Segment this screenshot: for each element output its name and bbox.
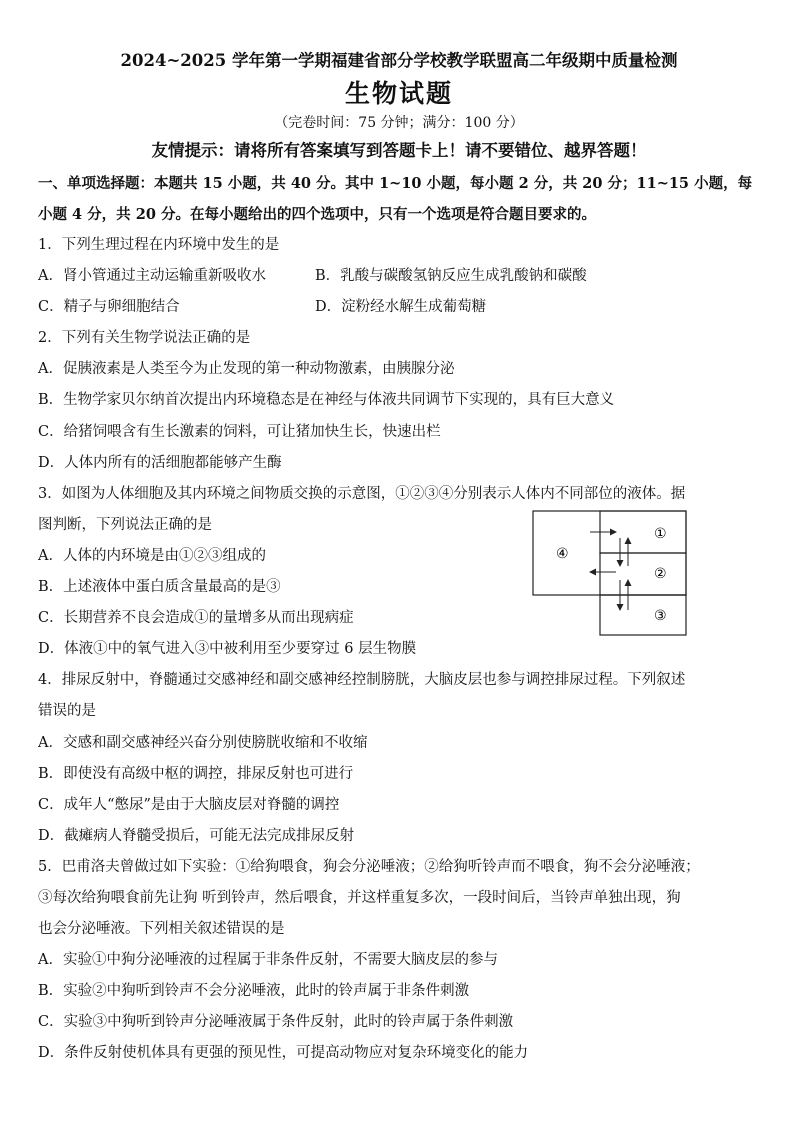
option-a: A．肾小管通过主动运输重新吸收水 (38, 268, 266, 285)
option-c: C．实验③中狗听到铃声分泌唾液属于条件反射，此时的铃声属于条件刺激 (38, 1014, 514, 1031)
question-3 (38, 479, 760, 666)
option-b: B．上述液体中蛋白质含量最高的是③ (38, 579, 281, 596)
compartment-2-box (600, 553, 686, 595)
option-b: B．生物学家贝尔纳首次提出内环境稳态是在神经与体液共同调节下实现的，具有巨大意义 (38, 392, 615, 409)
question-stem: 4．排尿反射中，脊髓通过交感神经和副交感神经控制膀胱，大脑皮层也参与调控排尿过程。下列叙述 (38, 672, 686, 689)
question-2 (38, 323, 760, 478)
label-2: ② (654, 565, 667, 582)
option-b: B．乳酸与碳酸氢钠反应生成乳酸钠和碳酸 (315, 268, 587, 285)
option-d: D．条件反射使机体具有更强的预见性，可提高动物应对复杂环境变化的能力 (38, 1045, 529, 1062)
exam-header: 2024~2025 学年第一学期福建省部分学校教学联盟高二年级期中质量检测 (120, 51, 678, 70)
question-stem-cont: ③每次给狗喂食前先让狗 听到铃声，然后喂食，并这样重复多次，一段时间后，当铃声单独出现，狗 (38, 889, 681, 906)
question-1 (38, 230, 760, 323)
option-a: A．促胰液素是人类至今为止发现的第一种动物激素，由胰腺分泌 (38, 361, 455, 378)
section-intro: 一、单项选择题：本题共 15 小题，共 40 分。其中 1~10 小题，每小题 2 分，共 20 分；11~15 小题，每小题 4 分，共 20 分。在每小题给出的四个选项中，只有一个选项是符合题目要求的。 (38, 175, 753, 223)
question-stem-cont: 错误的是 (38, 703, 96, 720)
compartment-3-box (600, 595, 686, 635)
question-stem: 1．下列生理过程在内环境中发生的是 (38, 237, 280, 253)
exam-meta: （完卷时间：75 分钟；满分：100 分） (274, 115, 524, 131)
question-stem: 5．巴甫洛夫曾做过如下实验：①给狗喂食，狗会分泌唾液；②给狗听铃声而不喂食，狗不会分泌唾液； (38, 858, 700, 875)
option-c: C．长期营养不良会造成①的量增多从而出现病症 (38, 610, 354, 627)
question-stem: 3．如图为人体细胞及其内环境之间物质交换的示意图，①②③④分别表示人体内不同部位的液体。据 (38, 485, 686, 502)
option-d: D．体液①中的氧气进入③中被利用至少要穿过 6 层生物膜 (38, 641, 417, 658)
label-1: ① (654, 525, 667, 542)
option-c: C．精子与卵细胞结合 (38, 299, 180, 316)
option-a: A．人体的内环境是由①②③组成的 (38, 547, 266, 564)
option-b: B．实验②中狗听到铃声不会分泌唾液，此时的铃声属于非条件刺激 (38, 983, 470, 1000)
option-c: C．成年人“憋尿”是由于大脑皮层对脊髓的调控 (38, 796, 340, 813)
question-5 (38, 852, 760, 1070)
question-4 (38, 665, 760, 852)
option-d: D．淀粉经水解生成葡萄糖 (315, 299, 487, 316)
option-a: A．实验①中狗分泌唾液的过程属于非条件反射，不需要大脑皮层的参与 (38, 952, 498, 969)
option-a: A．交感和副交感神经兴奋分别使膀胱收缩和不收缩 (38, 734, 368, 751)
exam-tip: 友情提示：请将所有答案填写到答题卡上！请不要错位、越界答题！ (151, 141, 647, 160)
option-c: C．给猪饲喂含有生长激素的饲料，可让猪加快生长，快速出栏 (38, 423, 441, 440)
question-stem-cont: 图判断，下列说法正确的是 (38, 516, 212, 533)
option-b: B．即使没有高级中枢的调控，排尿反射也可进行 (38, 765, 354, 782)
option-d: D．人体内所有的活细胞都能够产生酶 (38, 454, 282, 471)
question-stem: 2．下列有关生物学说法正确的是 (38, 330, 251, 347)
fluid-exchange-diagram (532, 510, 688, 636)
exam-title: 生物试题 (344, 79, 453, 108)
label-4: ④ (556, 545, 569, 562)
option-d: D．截瘫病人脊髓受损后，可能无法完成排尿反射 (38, 827, 355, 844)
exam-page (38, 46, 760, 1070)
label-3: ③ (654, 607, 667, 624)
question-stem-cont: 也会分泌唾液。下列相关叙述错误的是 (38, 921, 285, 938)
